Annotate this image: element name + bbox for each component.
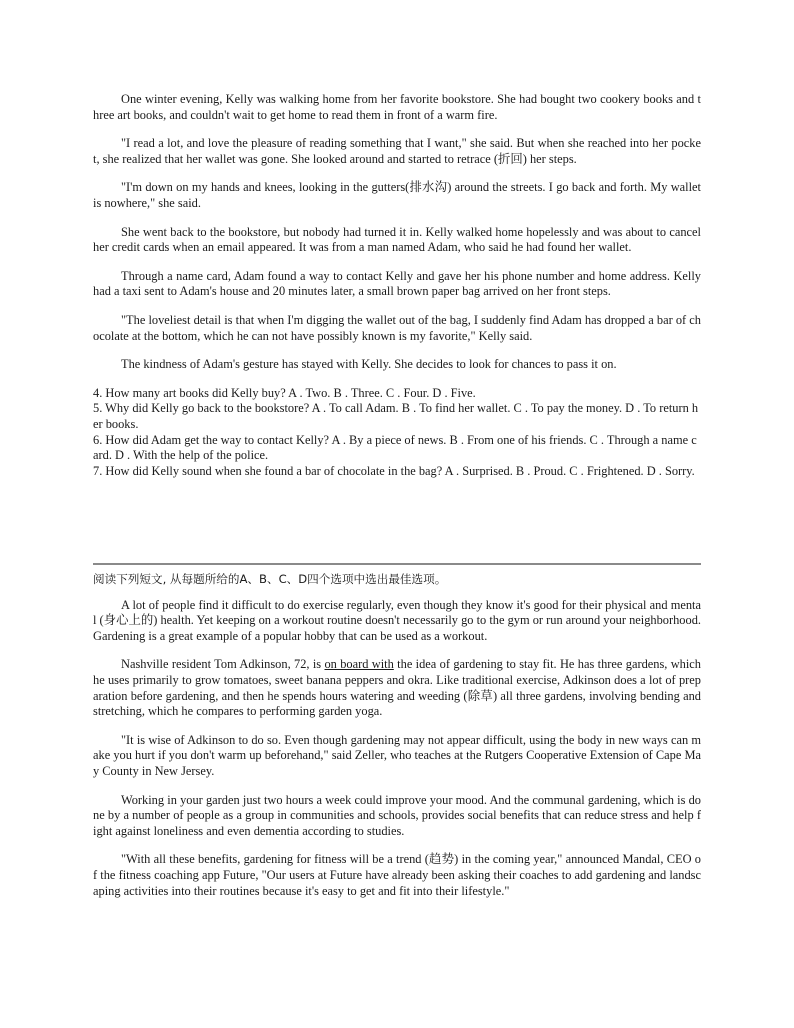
question: 4. How many art books did Kelly buy? A . Two. B . Three. C . Four. D . Five. <box>93 385 476 400</box>
question: 7. How did Kelly sound when she found a bar of chocolate in the bag? A . Surprised. B . Proud. C . Frightened. D . Sorry. <box>93 463 695 478</box>
paragraph <box>93 657 701 719</box>
section-divider <box>93 563 701 565</box>
paragraph: Working in your garden just two hours a week could improve your mood. And the communal gardening, which is done by a number of people as a group in communities and schools, provides social benefits that can reduce stress and help fight against loneliness and even dementia according to studies. <box>93 792 701 838</box>
paragraph: "I read a lot, and love the pleasure of reading something that I want," she said. But when she reached into her pocket, she realized that her wallet was gone. She looked around and started to retrace (折回) her steps. <box>93 136 701 166</box>
passage-1 <box>93 92 701 479</box>
paragraph: Through a name card, Adam found a way to contact Kelly and gave her his phone number and home address. Kelly had a taxi sent to Adam's house and 20 minutes later, a small brown paper bag arrived on her front steps. <box>93 268 701 299</box>
paragraph-text: Nashville resident Tom Adkinson, 72, is <box>121 657 325 672</box>
paragraph: "I'm down on my hands and knees, looking in the gutters(排水沟) around the streets. I go back and forth. My wallet is nowhere," she said. <box>93 180 701 210</box>
underlined-phrase: on board with <box>324 657 394 672</box>
question: 5. Why did Kelly go back to the bookstore? A . To call Adam. B . To find her wallet. C . To pay the money. D . To return her books. <box>93 401 699 431</box>
paragraph: One winter evening, Kelly was walking home from her favorite bookstore. She had bought two cookery books and three art books, and couldn't wait to get home to read them in front of a warm fire. <box>93 92 701 122</box>
paragraph: The kindness of Adam's gesture has stayed with Kelly. She decides to look for chances to pass it on. <box>121 357 617 372</box>
paragraph: A lot of people find it difficult to do exercise regularly, even though they know it's good for their physical and mental (身心上的) health. Yet keeping on a workout routine doesn't necessarily go to the gym or run around your neighborhood. Gardening is a great example of a popular hobby that can be used as a workout. <box>93 597 701 643</box>
paragraph-text: the idea of gardening to stay fit. He has three gardens, which he uses primarily to grow tomatoes, sweet banana peppers and okra. Like traditional exercise, Adkinson does a lot of preparation before gardening, and then he spends hours watering and weeding (除草) all three gardens, involving bending and stretching, which he compares to performing garden yoga. <box>93 657 702 719</box>
paragraph: "The loveliest detail is that when I'm digging the wallet out of the bag, I suddenly find Adam has dropped a bar of chocolate at the bottom, which he can not have possibly known is my favorite," Kelly said. <box>93 312 701 343</box>
passage-2 <box>93 572 701 912</box>
question: 6. How did Adam get the way to contact Kelly? A . By a piece of news. B . From one of his friends. C . Through a name card. D . With the help of the police. <box>93 432 697 463</box>
paragraph: "It is wise of Adkinson to do so. Even though gardening may not appear difficult, using the body in new ways can make you hurt if you don't warm up beforehand," said Zeller, who teaches at the Rutgers Cooperative Extension of Cape May County in New Jersey. <box>93 732 701 778</box>
paragraph: She went back to the bookstore, but nobody had turned it in. Kelly walked home hopelessly and was about to cancel her credit cards when an email appeared. It was from a man named Adam, who said he had found her wallet. <box>93 224 701 255</box>
question-list <box>93 386 701 480</box>
paragraph: "With all these benefits, gardening for fitness will be a trend (趋势) in the coming year," announced Mandal, CEO of the fitness coaching app Future, "Our users at Future have already been asking their coaches to add gardening and landscaping activities into their routines because it's easy to get and fit into their lifestyle." <box>93 852 701 898</box>
section-instruction: 阅读下列短文, 从每题所给的A、B、C、D四个选项中选出最佳选项。 <box>93 572 447 586</box>
